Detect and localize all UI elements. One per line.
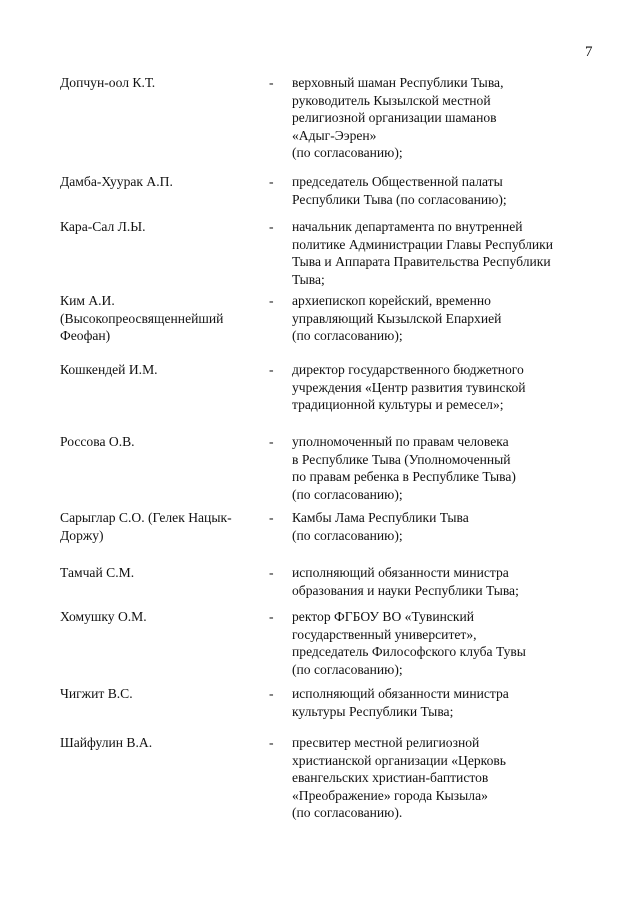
dash: - [269, 510, 274, 525]
person-name: Шайфулин В.А. [60, 735, 153, 750]
person-role: директор государственного бюджетного учреждения «Центр развития тувинской традиционной культуры и ремесел»; [292, 362, 526, 413]
dash: - [269, 174, 274, 189]
dash: - [269, 362, 274, 377]
person-name: Россова О.В. [60, 434, 135, 449]
person-name: Ким А.И. (Высокопреосвященнейший Феофан) [60, 293, 224, 344]
person-role: Камбы Лама Республики Тыва (по согласованию); [292, 510, 469, 543]
person-name: Допчун-оол К.Т. [60, 75, 156, 90]
person-role: председатель Общественной палаты Республики Тыва (по согласованию); [292, 174, 507, 207]
dash: - [269, 293, 274, 308]
dash: - [269, 686, 274, 701]
person-role: начальник департамента по внутренней политике Администрации Главы Республики Тыва и Аппарата Правительства Республики Тыва; [292, 219, 554, 287]
person-name: Сарыглар С.О. (Гелек Нацык- Доржу) [60, 510, 232, 543]
page-number: 7 [585, 44, 593, 60]
person-name: Кара-Сал Л.Ы. [60, 219, 146, 234]
person-name: Хомушку О.М. [60, 609, 147, 624]
dash: - [269, 434, 274, 449]
person-role: уполномоченный по правам человека в Республике Тыва (Уполномоченный по правам ребенка в Республике Тыва) (по согласованию); [292, 434, 516, 502]
person-name: Кошкендей И.М. [60, 362, 158, 377]
person-name: Тамчай С.М. [60, 565, 135, 580]
dash: - [269, 75, 274, 90]
person-role: пресвитер местной религиозной христианской организации «Церковь евангельских христиан-баптистов «Преображение» города Кызыла» (по согласованию). [292, 735, 506, 821]
person-name: Чигжит В.С. [60, 686, 133, 701]
dash: - [269, 609, 274, 624]
dash: - [269, 735, 274, 750]
person-role: исполняющий обязанности министра культуры Республики Тыва; [292, 686, 509, 719]
dash: - [269, 565, 274, 580]
person-name: Дамба-Хуурак А.П. [60, 174, 173, 189]
person-role: верховный шаман Республики Тыва, руководитель Кызылской местной религиозной организации шаманов «Адыг-Ээрен» (по согласованию); [292, 75, 504, 161]
person-role: исполняющий обязанности министра образования и науки Республики Тыва; [292, 565, 519, 598]
person-role: архиепископ корейский, временно управляющий Кызылской Епархией (по согласованию); [292, 293, 502, 344]
dash: - [269, 219, 274, 234]
person-role: ректор ФГБОУ ВО «Тувинский государственный университет», председатель Философского клуба Тувы (по согласованию); [292, 609, 526, 677]
